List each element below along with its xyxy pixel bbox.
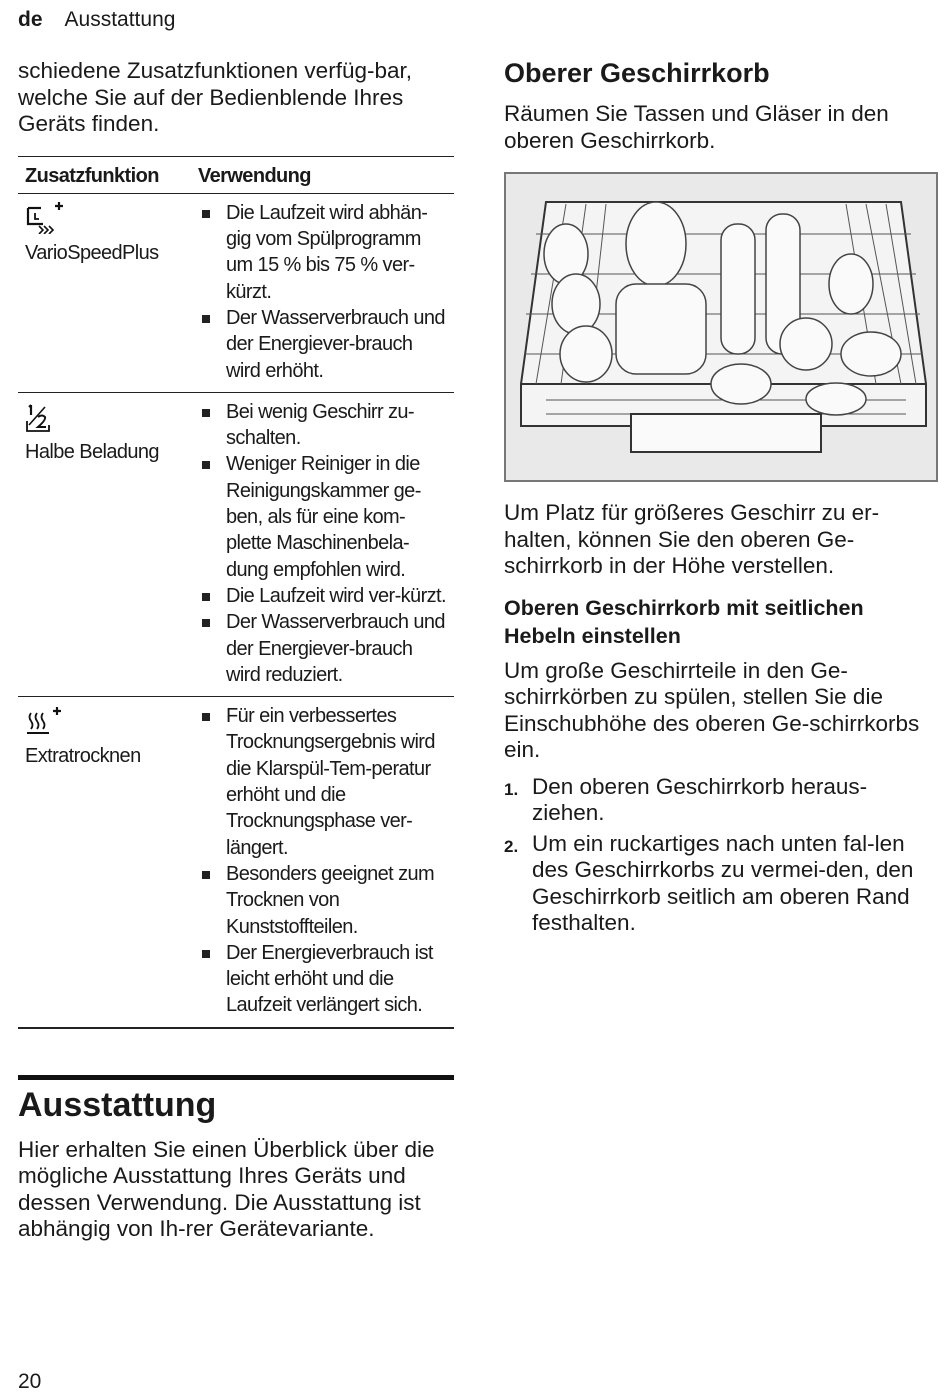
upper-basket-illustration — [504, 172, 938, 482]
list-item: Der Wasserverbrauch und der Energiever-brauch wird erhöht. — [198, 305, 450, 384]
step-item — [504, 774, 936, 827]
dish-rack-image — [506, 174, 936, 480]
right-column — [504, 58, 936, 937]
section-title-ausstattung: Ausstattung — [18, 1085, 217, 1124]
half-load-icon — [25, 401, 69, 433]
intro-text: schiedene Zusatzfunktionen verfüg-bar, welche Sie auf der Bedienblende Ihres Geräts finden. — [18, 58, 412, 136]
section-title-upper-basket: Oberer Geschirrkorb — [504, 58, 770, 88]
step-text: Den oberen Geschirrkorb heraus-ziehen. — [532, 773, 868, 825]
language-code: de — [18, 8, 43, 31]
page-header — [18, 8, 175, 32]
step-number: 2. — [504, 836, 519, 856]
function-name: VarioSpeedPlus — [25, 241, 159, 264]
list-item: Für ein verbessertes Trocknungsergebnis wird die Klarspül-Tem-peratur erhöht und die Trocknungsphase ver-längert. — [198, 703, 450, 861]
function-name: Halbe Beladung — [25, 440, 159, 463]
usage-cell — [191, 193, 454, 392]
function-cell — [18, 193, 191, 392]
left-column — [18, 58, 454, 1243]
function-name: Extratrocknen — [25, 745, 141, 768]
list-item: Die Laufzeit wird abhän-gig vom Spülprogramm um 15 % bis 75 % ver-kürzt. — [198, 200, 450, 305]
function-table — [18, 156, 454, 1029]
table-header-row — [18, 156, 454, 193]
list-item: Bei wenig Geschirr zu-schalten. — [198, 399, 450, 452]
page-number: 20 — [18, 1370, 42, 1393]
varioSpeed-plus-icon — [25, 202, 69, 234]
usage-cell — [191, 392, 454, 696]
list-item: Die Laufzeit wird ver-kürzt. — [198, 583, 450, 609]
step-list — [504, 774, 936, 937]
subsection-title-lever: Oberen Geschirrkorb mit seitlichen Hebeln einstellen — [504, 595, 864, 648]
list-item: Besonders geeignet zum Trocknen von Kunststoffteilen. — [198, 861, 450, 940]
column-header-function: Zusatzfunktion — [18, 156, 191, 193]
table-row — [18, 697, 454, 1028]
header-section: Ausstattung — [64, 8, 176, 31]
function-cell — [18, 697, 191, 1028]
list-item: Weniger Reiniger in die Reinigungskammer ge-ben, als für eine kom-plette Maschinenbela-dung empfohlen wird. — [198, 451, 450, 582]
section-rule — [18, 1075, 454, 1080]
step-item — [504, 831, 936, 937]
extra-dry-icon — [25, 705, 69, 737]
table-row — [18, 193, 454, 392]
column-header-usage: Verwendung — [191, 156, 454, 193]
usage-cell — [191, 697, 454, 1028]
table-row — [18, 392, 454, 696]
list-item: Der Wasserverbrauch und der Energiever-brauch wird reduziert. — [198, 609, 450, 688]
lever-intro-text: Um große Geschirrteile in den Ge-schirrkörben zu spülen, stellen Sie die Einschubhöhe des oberen Ge-schirrkorbs ein. — [504, 657, 920, 762]
upper-basket-adjust-text: Um Platz für größeres Geschirr zu er-halten, können Sie den oberen Ge-schirrkorb in der Höhe verstellen. — [504, 500, 880, 578]
step-text: Um ein ruckartiges nach unten fal-len des Geschirrkorbs zu vermei-den, den Geschirrkorb seitlich am oberen Rand festhalten. — [532, 830, 914, 935]
step-number: 1. — [504, 779, 519, 799]
upper-basket-intro: Räumen Sie Tassen und Gläser in den oberen Geschirrkorb. — [504, 101, 889, 153]
function-cell — [18, 392, 191, 696]
ausstattung-text: Hier erhalten Sie einen Überblick über die mögliche Ausstattung Ihres Geräts und dessen Verwendung. Die Ausstattung ist abhängig von Ih-rer Gerätevariante. — [18, 1136, 435, 1242]
list-item: Der Energieverbrauch ist leicht erhöht und die Laufzeit verlängert sich. — [198, 940, 450, 1019]
